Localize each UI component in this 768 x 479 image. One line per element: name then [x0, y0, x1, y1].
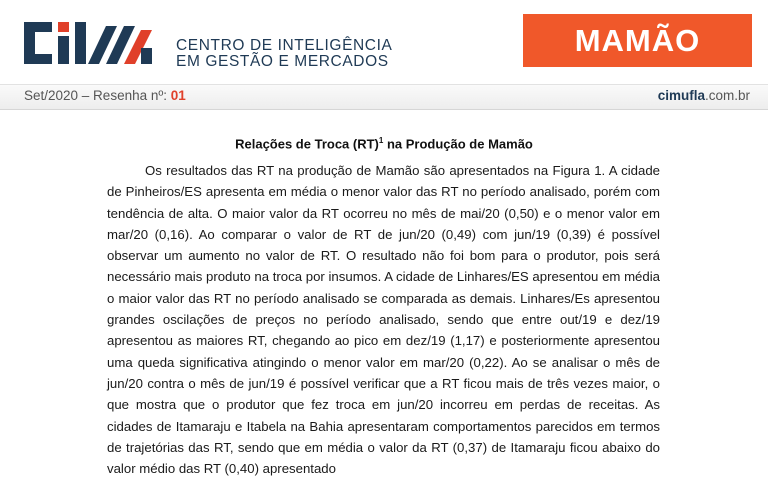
title-main: Relações de Troca (RT)	[235, 136, 379, 152]
article-body	[107, 160, 660, 477]
website-link[interactable]	[658, 88, 750, 103]
issue-number: 01	[170, 88, 186, 103]
issue-prefix: Set/2020 – Resenha nº:	[24, 88, 171, 103]
org-name-line1: CENTRO DE INTELIGÊNCIA	[176, 37, 393, 54]
site-name: cimufla	[657, 88, 705, 103]
issue-info	[24, 88, 186, 103]
site-domain: .com.br	[704, 88, 750, 103]
org-name-line2: EM GESTÃO E MERCADOS	[176, 53, 389, 70]
organization-name	[176, 38, 392, 70]
title-footnote-ref: 1	[378, 136, 384, 145]
product-badge: MAMÃO	[523, 14, 752, 67]
article-title	[0, 136, 768, 151]
cimi-logo	[22, 18, 162, 68]
title-rest: na Produção de Mamão	[383, 136, 533, 152]
body-paragraph: Os resultados das RT na produção de Mamão são apresentados na Figura 1. A cidade de Pinheiros/ES apresenta em média o menor valor das RT no período analisado, porém com tendência de alta. O maior valor da RT ocorreu no mês de mai/20 (0,50) e o menor valor em mar/20 (0,16). Ao comparar o valor de RT de jun/20 (0,49) com jun/19 (0,39) é possível observar um aumento no valor de RT. O resultado não foi bom para o produtor, pois será necessário mais produto na troca por insumos. A cidade de Linhares/ES apresentou em média o maior valor das RT no período analisado se comparada as demais. Linhares/Es apresentou grandes oscilações de preços no período analisado, sendo que entre out/19 e dez/19 apresentou as maiores RT, chegando ao pico em dez/19 (1,17) e posteriormente apresentou uma queda significativa atingindo o menor valor em mar/20 (0,22). Ao se analisar o mês de jun/20 contra o mês de jun/19 é possível verificar que a RT ficou mais de três vezes maior, o que mostra que o produtor que fez troca em jun/20 incorreu em perdas de receitas. As cidades de Itamaraju e Itabela na Bahia apresentaram comportamentos parecidos em termos de trajetórias das RT, sendo que em média o valor da RT (0,37) de Itamaraju ficou abaixo do valor médio das RT (0,40) apresentado	[107, 163, 660, 477]
